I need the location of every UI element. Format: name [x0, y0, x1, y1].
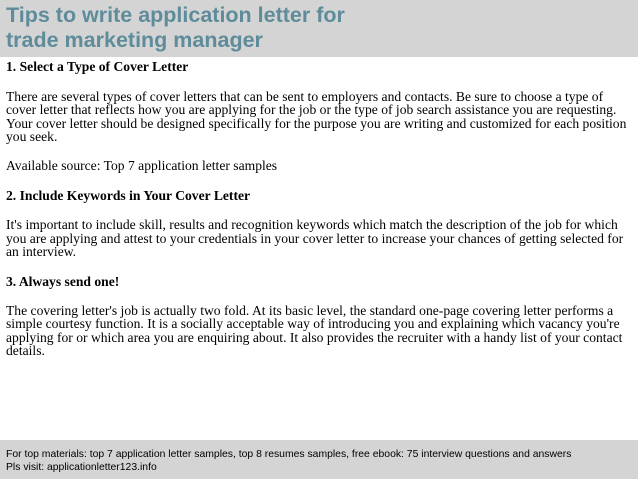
article-body: [6, 57, 632, 358]
footer-band: [0, 440, 638, 479]
title-line-2: trade marketing manager: [6, 28, 263, 52]
section-3-paragraph: The covering letter's job is actually two fold. At its basic level, the standard one-page covering letter performs a simple courtesy function. It is a socially acceptable way of introducing you and explaining which vacancy you're applying for or which area you are enquiring about. It also provides the recruiter with a handy list of your contact details.: [6, 302, 623, 359]
footer-line-2: Pls visit: applicationletter123.info: [6, 461, 157, 473]
section-1-heading: 1. Select a Type of Cover Letter: [6, 59, 189, 74]
footer-line-1: For top materials: top 7 application letter samples, top 8 resumes samples, free ebook: 75 interview questions and answers: [6, 449, 572, 460]
page-title: [6, 3, 626, 53]
section-1-source: Available source: Top 7 application letter samples: [6, 157, 278, 173]
section-2-paragraph: It's important to include skill, results and recognition keywords which match the description of the job for which you are applying and attest to your credentials in your cover letter to increase your chances of getting selected for an interview.: [6, 217, 624, 260]
title-line-1: Tips to write application letter for: [6, 3, 345, 27]
section-1-paragraph: There are several types of cover letters that can be sent to employers and contacts. Be sure to choose a type of cover letter that reflects how you are applying for the job or the type of job search assistance you are requesting. Your cover letter should be designed specifically for the purpose you are writing and customized for each position you seek.: [6, 88, 627, 145]
footer-text: [6, 449, 634, 474]
section-3-heading: 3. Always send one!: [6, 273, 120, 289]
section-2-heading: 2. Include Keywords in Your Cover Letter: [6, 187, 251, 203]
header-band: [0, 0, 638, 57]
